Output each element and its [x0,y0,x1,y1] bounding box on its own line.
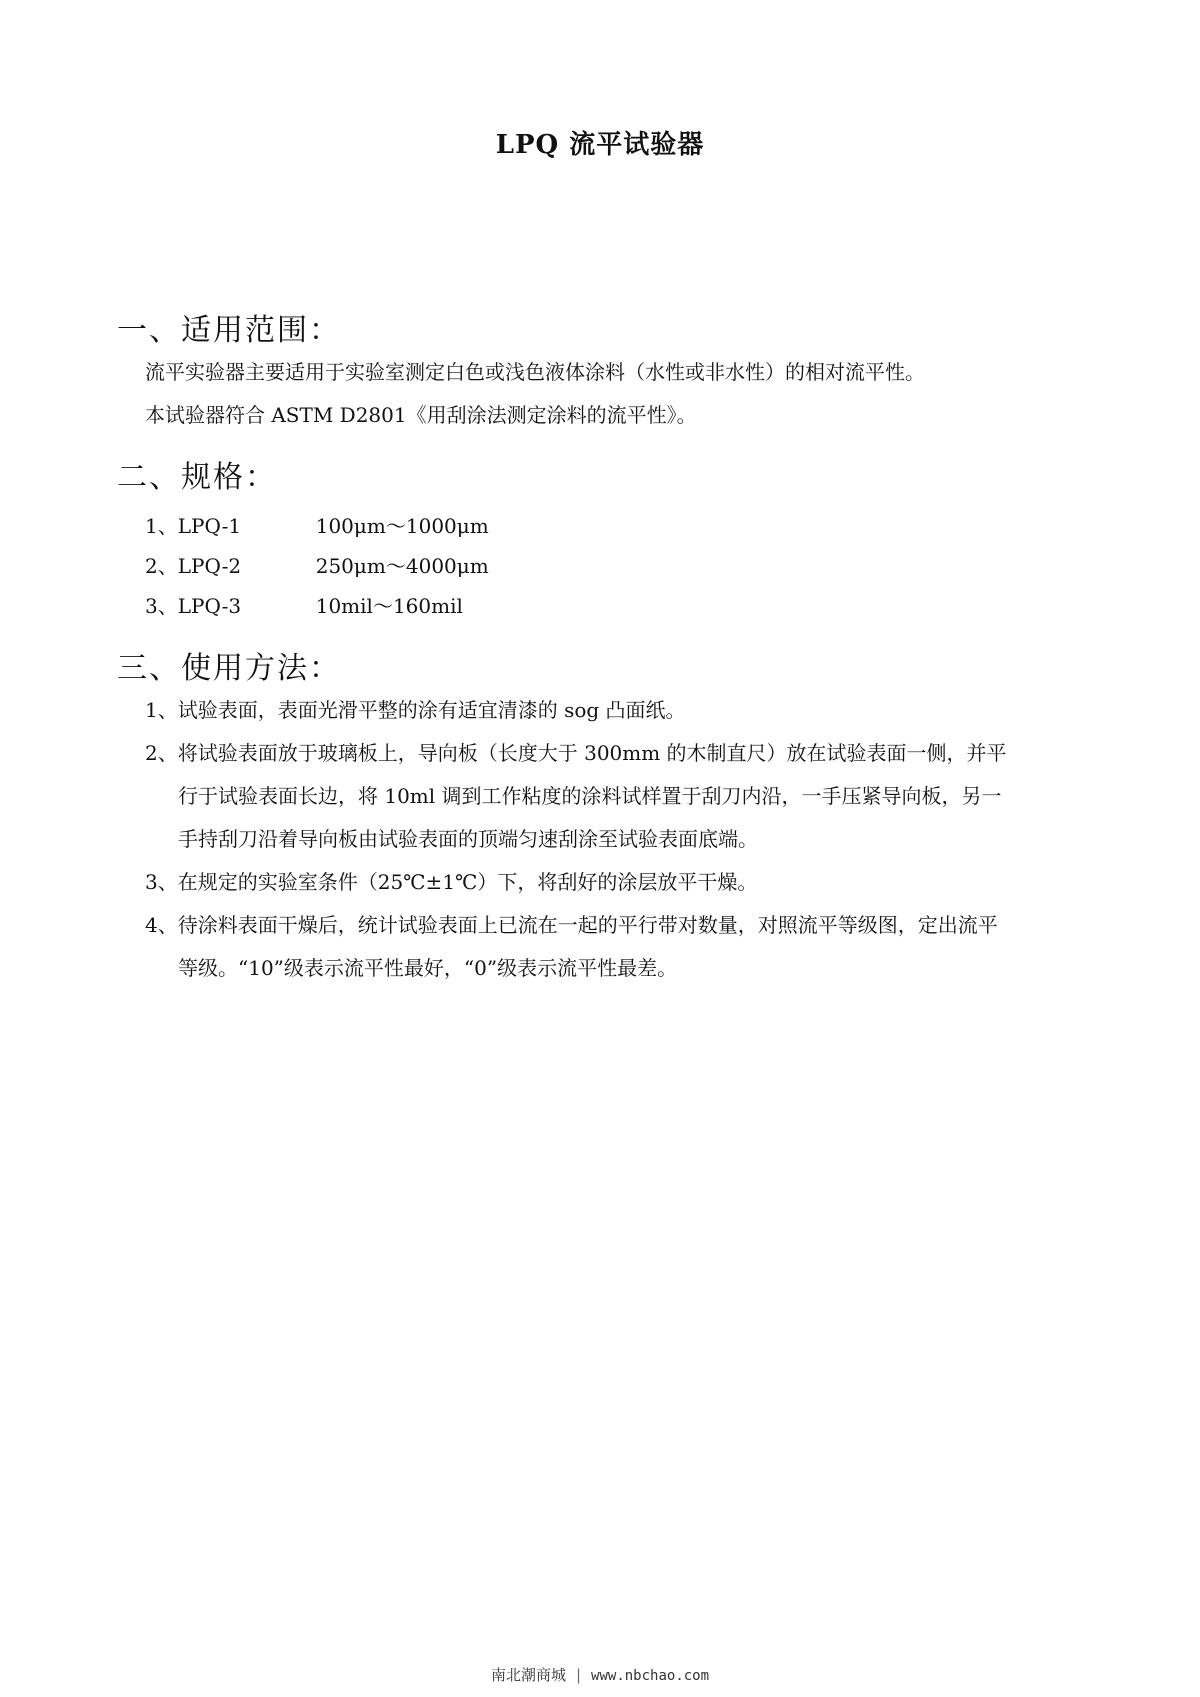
footer-url-link[interactable]: www.nbchao.com [591,1668,710,1684]
usage-step-line [145,904,1095,947]
footer-site-name: 南北潮商城 [490,1666,566,1684]
spec-row [145,510,489,539]
usage-step [145,732,1095,861]
usage-step-index: 3、 [145,870,178,894]
usage-step-text: 在规定的实验室条件（25℃±1℃）下，将刮好的涂层放平干燥。 [177,870,758,894]
usage-step-line [145,861,1095,904]
usage-step-text-continued: 手持刮刀沿着导向板由试验表面的顶端匀速刮涂至试验表面底端。 [178,827,758,851]
spec-range: 10mil～160mil [315,594,463,618]
usage-step-text-continued: 等级。“10”级表示流平性最好，“0”级表示流平性最差。 [178,956,678,980]
usage-step-line [145,732,1095,775]
spec-range: 250μm～4000μm [315,554,489,578]
spec-model: LPQ-2 [177,554,242,578]
spec-model: LPQ-1 [177,514,242,538]
section-heading-specs: 二、规格： [117,460,277,495]
usage-step-line [145,689,1095,732]
usage-step-text: 试验表面，表面光滑平整的涂有适宜清漆的 sog 凸面纸。 [177,698,686,722]
spec-index: 2、 [145,554,178,578]
usage-step-index: 4、 [145,913,178,937]
scope-paragraph-2: 本试验器符合 ASTM D2801《用刮涂法测定涂料的流平性》。 [145,403,697,427]
footer-separator: | [575,1666,582,1684]
usage-step-text: 待涂料表面干燥后，统计试验表面上已流在一起的平行带对数量，对照流平等级图，定出流平 [177,913,998,937]
usage-step-index: 2、 [145,741,178,765]
section-heading-usage: 三、使用方法： [117,651,341,686]
scope-paragraph-1: 流平实验器主要适用于实验室测定白色或浅色液体涂料（水性或非水性）的相对流平性。 [145,360,925,384]
page-footer [0,1664,1200,1685]
document-title: LPQ 流平试验器 [495,130,705,160]
spec-range: 100μm～1000μm [315,514,489,538]
usage-step-text: 将试验表面放于玻璃板上，导向板（长度大于 300mm 的木制直尺）放在试验表面一侧，并平 [177,741,1007,765]
usage-step [145,904,1095,990]
usage-step [145,689,1095,732]
usage-step-text-continued: 行于试验表面长边，将 10ml 调到工作粘度的涂料试样置于刮刀内沿，一手压紧导向板，另一 [178,784,1002,808]
spec-row [145,550,489,579]
section-heading-scope: 一、适用范围： [117,313,341,348]
spec-row [145,590,463,619]
usage-step-index: 1、 [145,698,178,722]
spec-index: 1、 [145,514,178,538]
spec-index: 3、 [145,594,178,618]
usage-step [145,861,1095,904]
spec-model: LPQ-3 [177,594,242,618]
